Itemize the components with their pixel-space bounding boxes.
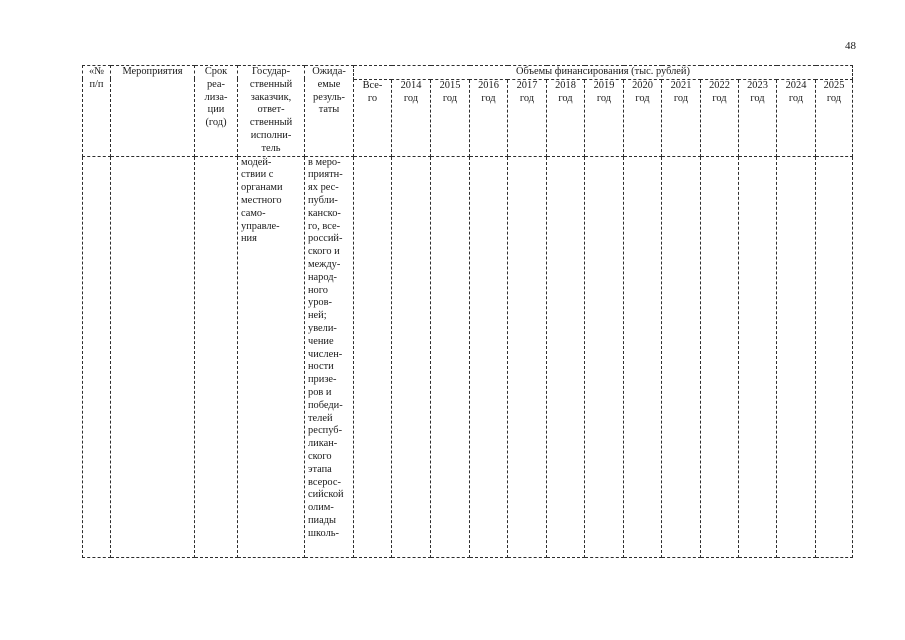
header-financing-col [585, 79, 624, 156]
cell-line: реа- [206, 78, 225, 90]
cell-line: ского [308, 450, 332, 462]
cell-event [111, 156, 195, 557]
cell-financing [739, 156, 777, 557]
header-financing-col [816, 79, 853, 156]
cell-line: ского и [308, 246, 340, 258]
header-line: Все- [362, 79, 383, 91]
cell-line: ности [308, 361, 334, 373]
header-line: год [481, 92, 496, 104]
header-line: год [750, 92, 765, 104]
header-financing-col [431, 79, 470, 156]
cell-line: респуб- [308, 425, 343, 437]
header-financing-col [392, 79, 431, 156]
cell-line: россий- [308, 233, 343, 245]
header-financing-col [624, 79, 662, 156]
cell-line: емые [317, 78, 341, 90]
cell-line: исполни- [250, 129, 292, 141]
cell-line: само- [241, 207, 266, 219]
header-results [305, 66, 354, 157]
cell-line: приятн- [308, 169, 343, 181]
cell-financing [585, 156, 624, 557]
cell-line: местного [241, 194, 282, 206]
cell-line: чение [308, 335, 334, 347]
cell-line: в меро- [308, 156, 341, 168]
header-number [83, 66, 111, 157]
table-row [83, 156, 853, 557]
header-line: год [826, 92, 842, 104]
header-financing-col [662, 79, 701, 156]
cell-line: ней; [308, 310, 327, 322]
cell-line: этапа [308, 463, 332, 475]
cell-financing [470, 156, 508, 557]
cell-financing [777, 156, 816, 557]
cell-line: п/п [89, 78, 104, 90]
cell-line: народ- [308, 271, 338, 283]
header-line: 2018 [555, 79, 576, 91]
header-line: год [442, 92, 458, 104]
header-financing-col [470, 79, 508, 156]
cell-line: «№ [88, 66, 105, 77]
cell-financing [547, 156, 585, 557]
header-line: год [673, 92, 689, 104]
cell-line: ликан- [308, 438, 338, 450]
header-line: 2021 [670, 79, 692, 91]
header-line: 2024 [785, 79, 807, 91]
cell-financing [662, 156, 701, 557]
cell-line: органами [241, 182, 283, 194]
header-line: год [635, 92, 650, 104]
cell-line: олим- [308, 502, 334, 514]
header-line: 2015 [439, 79, 461, 91]
cell-line: между- [308, 258, 341, 270]
header-line: 2016 [478, 79, 499, 91]
cell-line: Государ- [251, 66, 291, 77]
cell-line: всерос- [308, 476, 341, 488]
header-line: 2022 [709, 79, 730, 91]
cell-line: победи- [308, 399, 343, 411]
header-line: год [519, 92, 535, 104]
cell-line: лиза- [204, 91, 228, 103]
cell-line: ственный [249, 117, 293, 129]
cell-line: (год) [205, 117, 227, 129]
cell-line: призе- [308, 374, 337, 386]
header-financing-col [701, 79, 739, 156]
header-events [111, 66, 195, 157]
header-line: год [788, 92, 804, 104]
cell-line: публи- [308, 194, 338, 206]
header-financing-col [354, 79, 392, 156]
header-line: год [403, 92, 419, 104]
cell-financing [392, 156, 431, 557]
header-line: го [367, 92, 378, 104]
cell-line: ях рес- [308, 182, 339, 194]
cell-line: Срок [204, 66, 228, 77]
cell-line: заказчик, [250, 91, 292, 103]
header-line: год [712, 92, 727, 104]
header-customer [238, 66, 305, 157]
cell-line: ответ- [257, 104, 285, 116]
header-line: 2025 [823, 79, 845, 91]
cell-term [195, 156, 238, 557]
header-financing-title: Объемы финансирования (тыс. рублей) [354, 66, 853, 80]
cell-line: ствии с [241, 169, 274, 181]
cell-line: увели- [308, 322, 337, 334]
cell-line: управле- [241, 220, 280, 232]
cell-line: тель [261, 142, 281, 154]
cell-line: числен- [308, 348, 343, 360]
cell-line: ния [241, 233, 257, 245]
cell-financing [816, 156, 853, 557]
header-line: год [596, 92, 612, 104]
header-line: 2017 [516, 79, 538, 91]
header-financing-col [739, 79, 777, 156]
cell-line: канско- [308, 207, 341, 219]
cell-line: телей [308, 412, 333, 424]
header-financing-col [508, 79, 547, 156]
cell-line: ственный [249, 78, 293, 90]
cell-line: ции [207, 104, 225, 116]
cell-line: резуль- [313, 91, 345, 103]
cell-line: пиады [308, 514, 337, 526]
financing-table [82, 65, 853, 558]
cell-customer [238, 156, 305, 557]
header-term [195, 66, 238, 157]
cell-financing [354, 156, 392, 557]
cell-line: модей- [241, 156, 272, 168]
cell-line: го, все- [308, 220, 341, 232]
header-line: 2019 [593, 79, 615, 91]
cell-financing [624, 156, 662, 557]
cell-line: ров и [308, 386, 332, 398]
header-line: 2023 [747, 79, 768, 91]
header-line: год [558, 92, 573, 104]
cell-financing [431, 156, 470, 557]
cell-line: школь- [308, 527, 339, 539]
cell-results [305, 156, 354, 557]
header-line: 2020 [632, 79, 653, 91]
cell-line: таты [318, 104, 340, 116]
cell-number [83, 156, 111, 557]
cell-line: ного [308, 284, 328, 296]
cell-line: Мероприятия [122, 66, 183, 77]
cell-line: уров- [308, 297, 332, 309]
header-line: 2014 [400, 79, 422, 91]
cell-line: Ожида- [312, 66, 346, 77]
cell-financing [508, 156, 547, 557]
header-financing-col [777, 79, 816, 156]
cell-financing [701, 156, 739, 557]
page-number: 48 [845, 40, 856, 52]
header-financing-col [547, 79, 585, 156]
cell-line: сийской [308, 489, 344, 501]
